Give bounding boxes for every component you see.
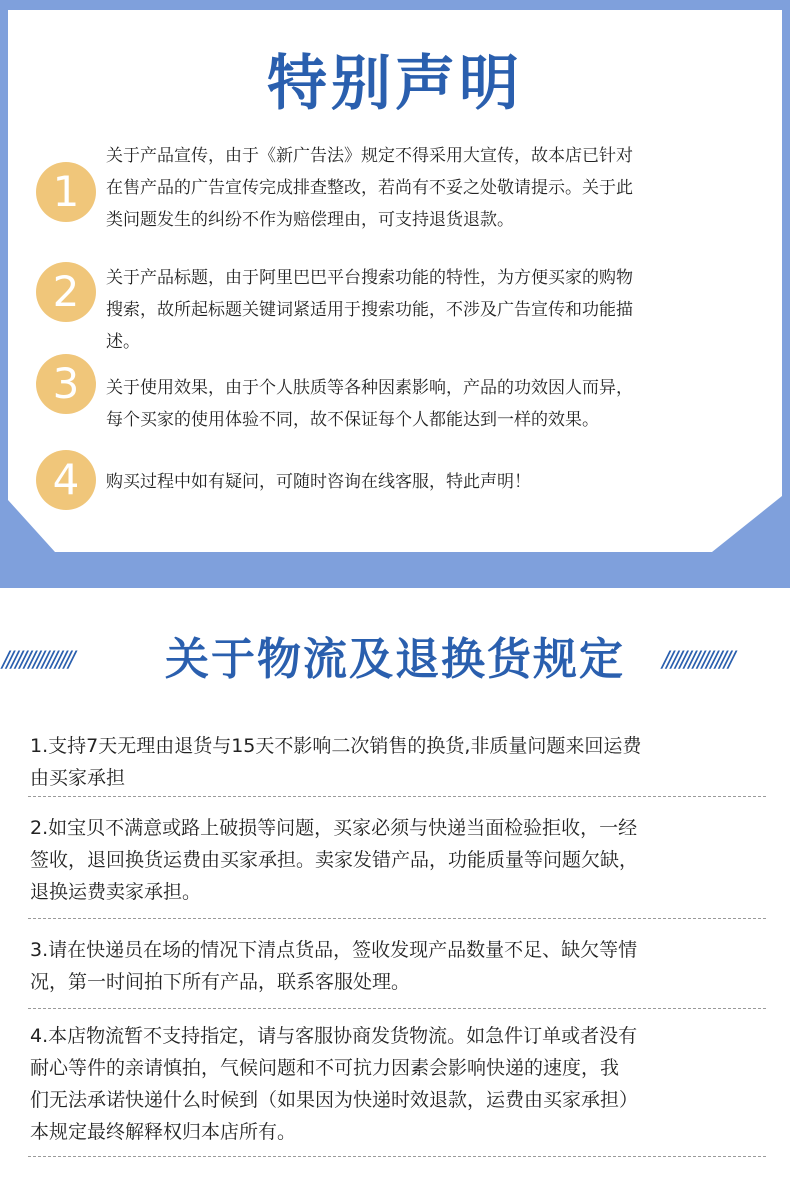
policy-rule: 2.如宝贝不满意或路上破损等问题，买家必须与快递当面检验拒收，一经 签收，退回换货运费由买家承担。卖家发错产品，功能质量等问题欠缺， 退换运费卖家承担。: [30, 817, 639, 903]
number-badge: 3: [36, 354, 96, 414]
number-badge: 1: [36, 162, 96, 222]
policy-rule: 1.支持7天无理由退货与15天不影响二次销售的换货,非质量问题来回运费 由买家承担: [30, 735, 642, 789]
policy-rule: 3.请在快递员在场的情况下清点货品，签收发现产品数量不足、缺欠等情 况，第一时间拍下所有产品，联系客服处理。: [30, 939, 638, 993]
notice-item-text: 关于产品宣传，由于《新广告法》规定不得采用大宣传，故本店已针对 在售产品的广告宣传完成排查整改，若尚有不妥之处敬请提示。关于此 类问题发生的纠纷不作为赔偿理由，可支持退货退款。: [106, 146, 633, 230]
divider: [28, 796, 766, 797]
slash-decoration-right: ////////////////: [662, 648, 733, 673]
number-badge: 2: [36, 262, 96, 322]
policy-header: [0, 630, 790, 690]
divider: [28, 918, 766, 919]
divider: [28, 1156, 766, 1157]
notice-item-text: 关于产品标题，由于阿里巴巴平台搜索功能的特性，为方便买家的购物 搜索，故所起标题关键词紧适用于搜索功能，不涉及广告宣传和功能描 述。: [106, 268, 633, 352]
policy-title: 关于物流及退换货规定: [165, 634, 625, 685]
slash-decoration-left: ////////////////: [2, 648, 73, 673]
notice-section: [0, 0, 790, 588]
number-badge: 4: [36, 450, 96, 510]
notice-item-text: 关于使用效果，由于个人肤质等各种因素影响，产品的功效因人而异， 每个买家的使用体验不同，故不保证每个人都能达到一样的效果。: [106, 378, 633, 430]
policy-rule: 4.本店物流暂不支持指定，请与客服协商发货物流。如急件订单或者没有 耐心等件的亲请慎拍，气候问题和不可抗力因素会影响快递的速度，我 们无法承诺快递什么时候到（如果因为快递时效退款，运费由买家承担） 本规定最终解释权归本店所有。: [30, 1025, 639, 1143]
divider: [28, 1008, 766, 1009]
notice-item-text: 购买过程中如有疑问，可随时咨询在线客服，特此声明！: [106, 472, 531, 492]
notice-title: 特别声明: [267, 49, 523, 119]
